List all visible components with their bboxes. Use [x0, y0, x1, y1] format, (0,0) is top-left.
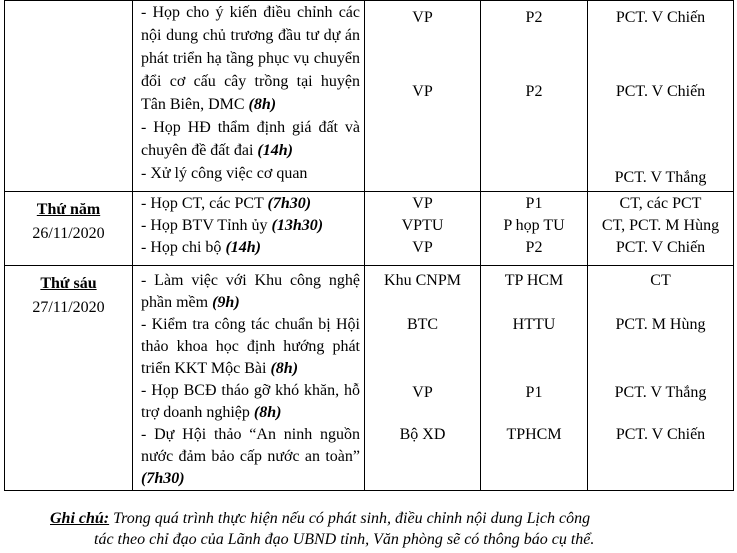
place-value: P1	[525, 384, 543, 401]
activities-cell	[133, 192, 365, 266]
day-date: 26/11/2020	[32, 225, 105, 242]
place-value: P1	[525, 195, 543, 212]
place-value: P2	[525, 239, 543, 256]
footnote-line-2: tác theo chỉ đạo của Lãnh đạo UBND tỉnh, Văn phòng sẽ có thông báo cụ thể.	[94, 531, 595, 548]
place-value: TP HCM	[504, 272, 564, 289]
host-value: VP	[412, 83, 433, 100]
lead-cell	[588, 266, 734, 491]
host-value: BTC	[406, 316, 439, 333]
place-cell	[481, 266, 588, 491]
lead-value: CT, các PCT	[619, 195, 702, 212]
footnote	[50, 508, 690, 550]
activity-item: - Làm việc với Khu công nghệ phần mềm (9h)	[141, 272, 360, 311]
host-cell	[365, 192, 481, 266]
footnote-line-1: Trong quá trình thực hiện nếu có phát sinh, điều chỉnh nội dung Lịch công	[109, 510, 591, 527]
activity-item: - Xử lý công việc cơ quan	[141, 165, 308, 182]
host-cell	[365, 266, 481, 491]
host-value: Bộ XD	[399, 426, 446, 443]
host-value: VP	[412, 384, 433, 401]
host-value: VP	[412, 9, 433, 26]
lead-value: CT	[650, 272, 671, 289]
lead-value: PCT. V Chiến	[615, 426, 706, 443]
day-cell	[5, 266, 133, 491]
place-value: P2	[525, 83, 543, 100]
activity-item: - Dự Hội thảo “An ninh nguồn nước đảm bảo cấp nước an toàn” (7h30)	[141, 426, 360, 487]
activity-item: - Họp chi bộ (14h)	[141, 239, 261, 256]
place-value: HTTU	[512, 316, 556, 333]
footnote-label: Ghi chú:	[50, 510, 110, 527]
place-value: P2	[525, 9, 543, 26]
place-cell	[481, 192, 588, 266]
day-date: 27/11/2020	[32, 299, 105, 316]
lead-value: PCT. V Chiến	[615, 9, 706, 26]
schedule-table	[4, 0, 734, 491]
activities-cell	[133, 266, 365, 491]
lead-value: PCT. V Chiến	[615, 83, 706, 100]
activity-item: - Họp cho ý kiến điều chỉnh các nội dung chủ trương đầu tư dự án phát triển hạ tầng phục vụ chuyển đổi cơ cấu cây trồng tại huyện Tân Biên, DMC (8h)	[141, 4, 360, 113]
lead-cell	[588, 192, 734, 266]
day-cell-empty	[5, 1, 133, 192]
activity-item: - Họp HĐ thẩm định giá đất và chuyên đề đất đai (14h)	[141, 119, 360, 159]
place-cell	[481, 1, 588, 192]
host-value: VP	[412, 195, 433, 212]
lead-cell	[588, 1, 734, 192]
host-value: VPTU	[401, 217, 444, 234]
activity-item: - Kiểm tra công tác chuẩn bị Hội thảo khoa học định hướng phát triển KKT Mộc Bài (8h)	[141, 316, 360, 377]
lead-value: PCT. V Chiến	[615, 239, 706, 256]
schedule-row-friday	[5, 266, 734, 491]
day-name: Thứ sáu	[40, 275, 97, 292]
lead-value: PCT. V Thắng	[614, 384, 707, 401]
activities-cell	[133, 1, 365, 192]
lead-value: PCT. V Thắng	[614, 169, 707, 186]
activity-item: - Họp BCĐ tháo gỡ khó khăn, hỗ trợ doanh nghiệp (8h)	[141, 382, 360, 421]
day-name: Thứ năm	[36, 201, 101, 218]
place-value: TPHCM	[506, 426, 562, 443]
lead-value: PCT. M Hùng	[615, 316, 706, 333]
lead-value: CT, PCT. M Hùng	[601, 217, 720, 234]
schedule-row-continued	[5, 1, 734, 192]
activity-item: - Họp BTV Tỉnh ủy (13h30)	[141, 217, 324, 234]
host-value: VP	[412, 239, 433, 256]
host-cell	[365, 1, 481, 192]
activity-item: - Họp CT, các PCT (7h30)	[141, 195, 312, 212]
place-value: P họp TU	[503, 217, 565, 234]
host-value: Khu CNPM	[384, 272, 461, 289]
day-cell	[5, 192, 133, 266]
schedule-row-thursday	[5, 192, 734, 266]
